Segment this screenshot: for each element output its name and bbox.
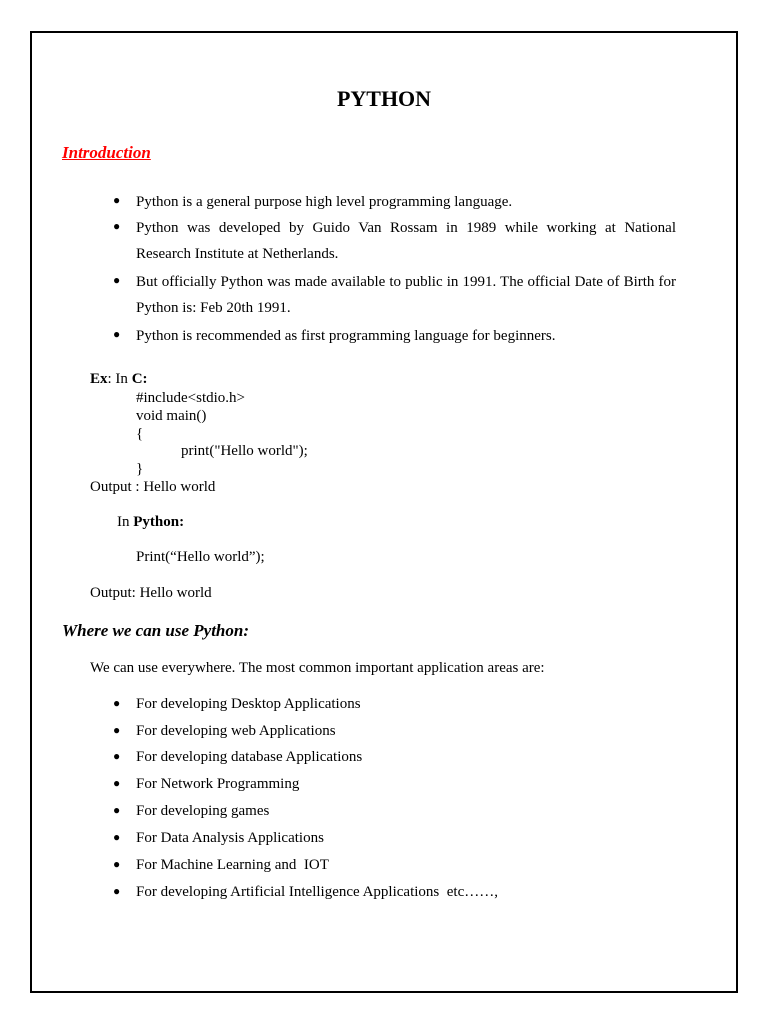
c-code-line: print("Hello world"); (181, 443, 308, 459)
usage-item: For Network Programming (136, 776, 300, 792)
intro-item: But officially Python was made available to public in 1991. The official Date of Birth for Python is: Feb 20th 1991. (136, 274, 676, 316)
usage-item: For developing database Applications (136, 749, 363, 765)
c-code-line: void main() (136, 408, 207, 424)
python-code-line: Print(“Hello world”); (136, 549, 265, 565)
c-code-line: #include<stdio.h> (136, 390, 245, 406)
example-python-label (117, 514, 184, 531)
bullet-icon: ● (113, 696, 121, 710)
usage-item: For developing web Applications (136, 723, 336, 739)
python-label: Python: (133, 514, 185, 530)
bullet-icon: ● (113, 723, 121, 737)
bullet-icon: ● (113, 830, 121, 844)
usage-item: For Machine Learning and IOT (136, 857, 329, 873)
bullet-icon: ● (113, 273, 121, 287)
intro-item: Python was developed by Guido Van Rossam in 1989 while working at National Research Institute at Netherlands. (136, 220, 676, 262)
in-label: In (117, 514, 134, 530)
intro-item: Python is a general purpose high level programming language. (136, 194, 513, 210)
bullet-icon: ● (113, 776, 121, 790)
c-code-line: } (136, 461, 144, 477)
page-title: PYTHON (336, 86, 432, 111)
introduction-heading: Introduction (62, 143, 151, 162)
c-code-line: { (136, 426, 144, 442)
c-output: Output : Hello world (90, 479, 216, 495)
usage-heading: Where we can use Python: (62, 621, 249, 640)
page-border (30, 31, 738, 993)
bullet-icon: ● (113, 884, 121, 898)
ex-separator: : In (107, 371, 132, 387)
bullet-icon: ● (113, 219, 121, 233)
usage-item: For developing Desktop Applications (136, 696, 361, 712)
bullet-icon: ● (113, 193, 121, 207)
bullet-icon: ● (113, 749, 121, 763)
bullet-icon: ● (113, 803, 121, 817)
c-label: C: (131, 371, 148, 387)
ex-label: Ex (90, 371, 108, 387)
example-c-label (90, 371, 148, 388)
bullet-icon: ● (113, 857, 121, 871)
usage-intro: We can use everywhere. The most common important application areas are: (90, 660, 545, 676)
bullet-icon: ● (113, 327, 121, 341)
usage-item: For Data Analysis Applications (136, 830, 324, 846)
python-output: Output: Hello world (90, 585, 212, 601)
usage-item: For developing Artificial Intelligence Applications etc……, (136, 884, 498, 900)
intro-item: Python is recommended as first programming language for beginners. (136, 328, 556, 344)
usage-item: For developing games (136, 803, 270, 819)
